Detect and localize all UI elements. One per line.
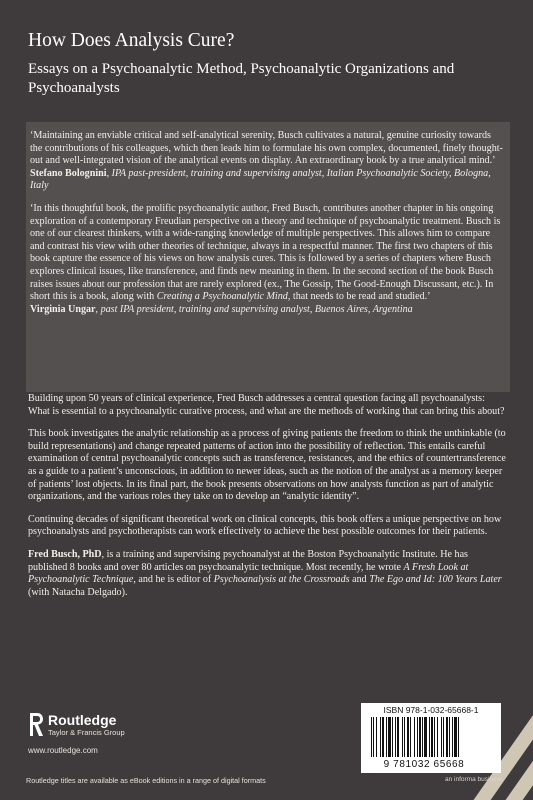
description-paragraph-2: This book investigates the analytic relationship as a process of giving patients the freedom to think the unthinkable (to build representations) and change repeated patterns of action into the possibility of reflection. This entails careful examination of central psychoanalytic concepts such as transference, resistances, and the ethics of countertransference as a guide to a patient’s unconscious, in addition to newer ideas, such as the notion of the analyst as a memory keeper of patients’ lost objects. In its final part, the book presents observations on how analysts function as part of analytic organizations, and the various roles they take on to develop an “analytic identity”. xyxy=(28,428,506,503)
barcode-bar xyxy=(431,717,433,757)
publisher-group: Taylor & Francis Group xyxy=(48,728,125,737)
barcode-bar xyxy=(434,717,435,757)
barcode-bar xyxy=(397,717,399,757)
barcode-bar xyxy=(392,717,393,757)
barcode-bar xyxy=(419,717,421,757)
publisher-block xyxy=(28,712,208,755)
author-name: Fred Busch, PhD xyxy=(28,548,102,560)
barcode-bar xyxy=(458,717,459,757)
barcode-bar xyxy=(449,717,450,757)
barcode-bar xyxy=(407,717,409,757)
barcode-bar xyxy=(417,717,418,757)
praise-author-role: , past IPA president, training and supervising analyst, Buenos Aires, Argentina xyxy=(95,303,413,315)
barcode-bar xyxy=(382,717,384,757)
praise-quote-1 xyxy=(30,130,504,193)
praise-author-role: , IPA past-president, training and supervising analyst, Italian Psychoanalytic Society, Bologna, Italy xyxy=(30,167,491,192)
barcode-bar xyxy=(386,717,387,757)
barcode-bar xyxy=(376,717,377,757)
barcode-bar xyxy=(446,717,448,757)
author-book-title: The Ego and Id: 100 Years Later xyxy=(369,574,502,586)
barcode-bar xyxy=(437,717,438,757)
ebook-note: Routledge titles are available as eBook editions in a range of digital formats xyxy=(26,776,266,785)
barcode-bar xyxy=(454,717,457,757)
barcode-bar xyxy=(388,717,391,757)
author-bio-text: (with Natacha Delgado). xyxy=(28,586,128,598)
barcode-bar xyxy=(443,717,444,757)
barcode-box xyxy=(361,703,501,773)
barcode-bar xyxy=(414,717,415,757)
barcode-bar xyxy=(441,717,442,757)
praise-author-name: Virginia Ungar xyxy=(30,303,96,315)
description xyxy=(28,393,508,609)
informa-note: an informa business xyxy=(445,776,504,783)
publisher-website[interactable]: www.routledge.com xyxy=(28,746,98,755)
barcode-bar xyxy=(424,717,427,757)
publisher-name: Routledge xyxy=(48,712,117,728)
praise-quote-book-title: Creating a Psychoanalytic Mind xyxy=(156,291,288,303)
praise-quote-2 xyxy=(30,203,504,316)
routledge-logo xyxy=(28,712,208,738)
description-paragraph-3: Continuing decades of significant theoretical work on clinical concepts, this book offers a unique perspective on how psychoanalysts and psychotherapists can work effectively to achieve the best possible outcomes for their patients. xyxy=(28,513,502,538)
barcode-bar xyxy=(452,717,453,757)
routledge-r-icon xyxy=(28,712,44,738)
book-subtitle: Essays on a Psychoanalytic Method, Psychoanalytic Organizations and Psychoanalysts xyxy=(28,61,455,96)
praise-author-name: Stefano Bolognini xyxy=(30,167,107,179)
barcode-bar xyxy=(422,717,423,757)
barcode-bar xyxy=(371,717,372,757)
author-book-title: A Fresh Look at Psychoanalytic Technique xyxy=(28,561,469,586)
praise-quote-text: ‘In this thoughtful book, the prolific psychoanalytic author, Fred Busch, contributes another chapter in his ongoing exploration of a contemporary Freudian perspective on a theory and technique of psychoanalytic treatment. Busch is one of our clearest thinkers, with a wide-ranging knowledge of multiple perspectives. This allows him to compare and contrast his view with other theories of technique, always in a respectful manner. The first two chapters of this book capture the essence of his views on how analysis cures. This is followed by a series of chapters where Busch explores clinical issues, like transference, and finds new meaning in them. In the second section of the book Busch raises issues about our profession that are rarely explored (ex., The Gossip, The Good-Enough Discussant, etc.). In short this is a book, along with xyxy=(30,202,501,303)
praise-quote-text: ‘Maintaining an enviable critical and self-analytical serenity, Busch cultivates a natural, genuine curiosity towards the contributions of his colleagues, which then leads him to formulate his own complex, documented, finely thought-out and well-integrated vision of the analytical events on display. An extraordinary book by a true analytical mind.’ xyxy=(30,130,503,167)
barcode-bar xyxy=(395,717,396,757)
barcode-image xyxy=(369,717,493,759)
barcode-bar xyxy=(429,717,430,757)
author-bio-text: , and he is editor of xyxy=(133,574,214,586)
author-bio-text: and xyxy=(349,574,370,586)
author-bio-text: , is a training and supervising psychoanalyst at the Boston Psychoanalytic Institute. He has published 8 books and over 80 articles on psychoanalytic technique. Most recently, he wrote xyxy=(28,548,468,573)
barcode-bar xyxy=(373,717,374,757)
book-title: How Does Analysis Cure? xyxy=(28,30,235,51)
barcode-bar xyxy=(380,717,381,757)
author-bio xyxy=(28,549,508,599)
author-book-title: Psychoanalysis at the Crossroads xyxy=(213,574,350,586)
barcode-bar xyxy=(402,717,403,757)
praise-quote-text-end: , that needs to be read and studied.’ xyxy=(287,291,431,303)
praise-panel xyxy=(26,122,510,392)
isbn-label: ISBN 978-1-032-65668-1 xyxy=(383,705,479,715)
description-paragraph-1: Building upon 50 years of clinical experience, Fred Busch addresses a central question facing all psychoanalysts: What is essential to a psychoanalytic curative process, and what are the methods of working that can bring this about? xyxy=(28,393,505,417)
barcode-bar xyxy=(410,717,411,757)
barcode-bar xyxy=(404,717,405,757)
barcode-digits: 9 781032 65668 xyxy=(383,759,465,770)
